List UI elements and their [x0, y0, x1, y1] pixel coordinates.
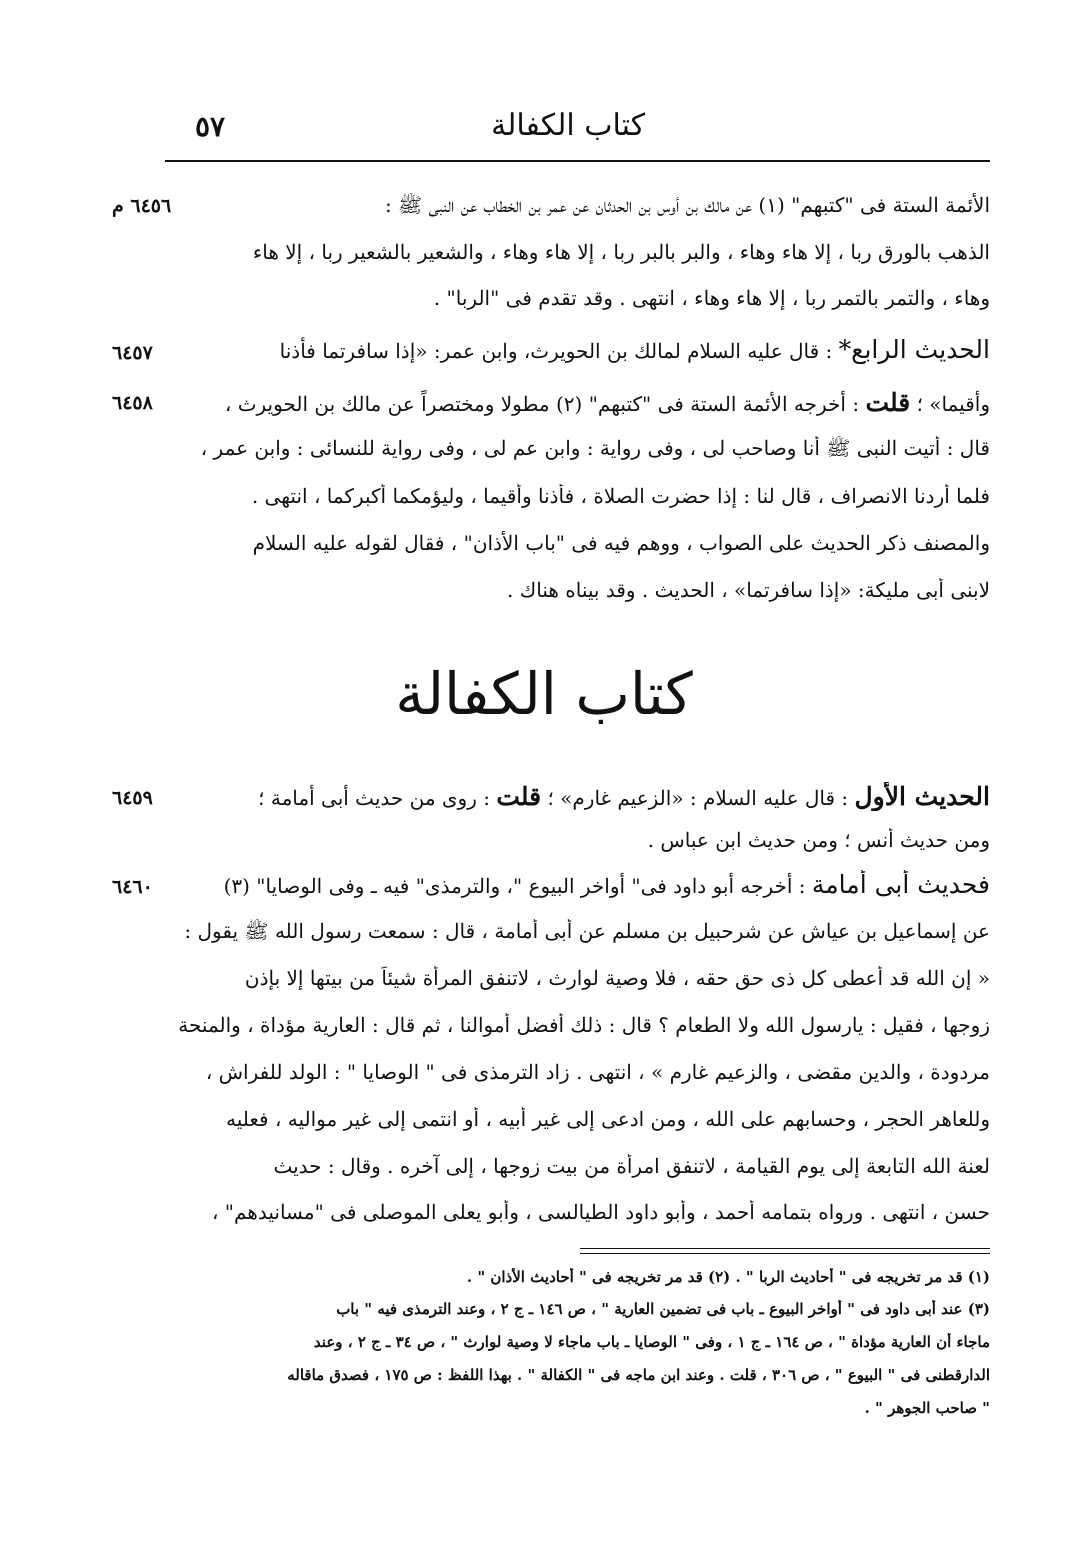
text-line: وهاء ، والتمر بالتمر ربا ، إلا هاء وهاء ، انتهى . وقد تقدم فى "الربا" . — [433, 286, 990, 310]
hadith-number: ٦٤٥٧ — [112, 342, 153, 364]
footnote-rule — [580, 1253, 990, 1254]
header-rule — [165, 160, 990, 162]
hadith-lead: الحديث الأول — [854, 782, 990, 811]
text-line: قال : أتيت النبى ﷺ أنا وصاحب لى ، وفى رواية : وابن عم لى ، وفى رواية للنسائى : وابن عمر ، — [200, 436, 990, 460]
hadith-heading-line — [160, 335, 990, 364]
hadith-heading-line — [160, 870, 990, 899]
text-line: فلما أردنا الانصراف ، قال لنا : إذا حضرت الصلاة ، فأذنا وأقيما ، وليؤمكما أكبركما ، انتهى . — [251, 484, 990, 508]
text-line: مردودة ، والدين مقضى ، والزعيم غارم » ، انتهى . زاد الترمذى فى " الوصايا " : الولد للفراش ، — [205, 1060, 990, 1084]
text-line: زوجها ، فقيل : يارسول الله ولا الطعام ؟ قال : ذلك أفضل أموالنا ، ثم قال : العارية مؤداة ، والمنحة — [178, 1013, 990, 1037]
text-line: والمصنف ذكر الحديث على الصواب ، ووهم فيه فى "باب الأذان" ، فقال لقوله عليه السلام — [252, 531, 990, 555]
text-line — [160, 388, 990, 417]
footnote-line: الدارقطنى فى " البيوع " ، ص ٣٠٦ ، قلت . وعند ابن ماجه فى " الكفالة " . بهذا اللفظ : ص ١٧٥ ، فصدق ماقاله — [287, 1366, 990, 1384]
hadith-number: ٦٤٦٠ — [112, 876, 153, 898]
hadith-lead: فحديث أبى أمامة — [811, 870, 990, 899]
hadith-number: ٦٤٥٩ — [112, 787, 153, 809]
footnote-line: " صاحب الجوهر " . — [864, 1399, 990, 1417]
text-line: « إن الله قد أعطى كل ذى حق حقه ، فلا وصية لوارث ، لاتنفق المرأة شيئاً من بيتها إلا بإذن — [244, 966, 990, 990]
footnote-rule — [580, 1248, 990, 1249]
footnote-line: (٣) عند أبى داود فى " أواخر البيوع ـ باب فى تضمين العارية " ، ص ١٤٦ ـ ج ٢ ، وعند الترمذى فيه " باب — [336, 1300, 990, 1318]
text-line: ومن حديث أنس ؛ ومن حديث ابن عباس . — [647, 828, 990, 852]
text-line: لابنى أبى مليكة: «إذا سافرتما» ، الحديث . وقد بيناه هناك . — [507, 578, 990, 602]
hadith-heading-line — [160, 782, 990, 811]
text-line: عن إسماعيل بن عياش عن شرحبيل بن مسلم عن أبى أمامة ، قال : سمعت رسول الله ﷺ يقول : — [184, 919, 990, 943]
running-title: كتاب الكفالة — [491, 108, 645, 143]
chapter-title: كتاب الكفالة — [395, 660, 693, 728]
text-line: لعنة الله التابعة إلى يوم القيامة ، لاتنفق امرأة من بيت زوجها ، إلى آخره . وقال : حديث — [273, 1154, 990, 1178]
text-fragment: : أخرجه الأئمة الستة فى "كتبهم" (٢) مطولا ومختصراً عن مالك بن الحويرث ، — [224, 392, 860, 416]
text-line: حسن ، انتهى . ورواه بتمامه أحمد ، وأبو داود الطيالسى ، وأبو يعلى الموصلى فى "مسانيدهم" ، — [211, 1200, 990, 1224]
qult-label: قلت — [496, 782, 542, 811]
hadith-number: ٦٤٥٦ م — [112, 195, 172, 217]
hadith-text: : أخرجه أبو داود فى" أواخر البيوع "، والترمذى" فيه ـ وفى الوصايا" (٣) — [223, 874, 806, 898]
footnote-line: ماجاء أن العارية مؤداة " ، ص ١٦٤ ـ ج ١ ، وفى " الوصايا ـ باب ماجاء لا وصية لوارث " ، ص ٣٤ ـ ج ٢ ، وعند — [313, 1333, 990, 1351]
hadith-lead: الحديث الرابع* — [838, 335, 990, 364]
hadith-text: : روى من حديث أبى أمامة ؛ — [258, 786, 490, 810]
footnote-line: (١) قد مر تخريجه فى " أحاديث الربا " . (٢) قد مر تخريجه فى " أحاديث الأذان " . — [466, 1268, 990, 1286]
text-line: الأئمة الستة فى "كتبهم" (١) عن مالك بن أوس بن الحدثان عن عمر بن الخطاب عن النبى ﷺ : — [384, 193, 990, 217]
hadith-text: : قال عليه السلام : «الزعيم غارم» ؛ — [547, 786, 849, 810]
qult-label: قلت — [865, 388, 911, 417]
text-fragment: وأقيما» ؛ — [916, 392, 990, 416]
text-line: الذهب بالورق ربا ، إلا هاء وهاء ، والبر بالبر ربا ، إلا هاء وهاء ، والشعير بالشعير ربا ، إلا هاء — [252, 240, 990, 264]
page-number: ٥٧ — [195, 110, 226, 143]
running-head — [165, 108, 990, 158]
hadith-number: ٦٤٥٨ — [112, 392, 153, 414]
hadith-text: : قال عليه السلام لمالك بن الحويرث، وابن عمر: «إذا سافرتما فأذنا — [279, 339, 833, 363]
text-line: وللعاهر الحجر ، وحسابهم على الله ، ومن ادعى إلى غير أبيه ، أو انتمى إلى غير مواليه ، فعليه — [226, 1107, 990, 1131]
